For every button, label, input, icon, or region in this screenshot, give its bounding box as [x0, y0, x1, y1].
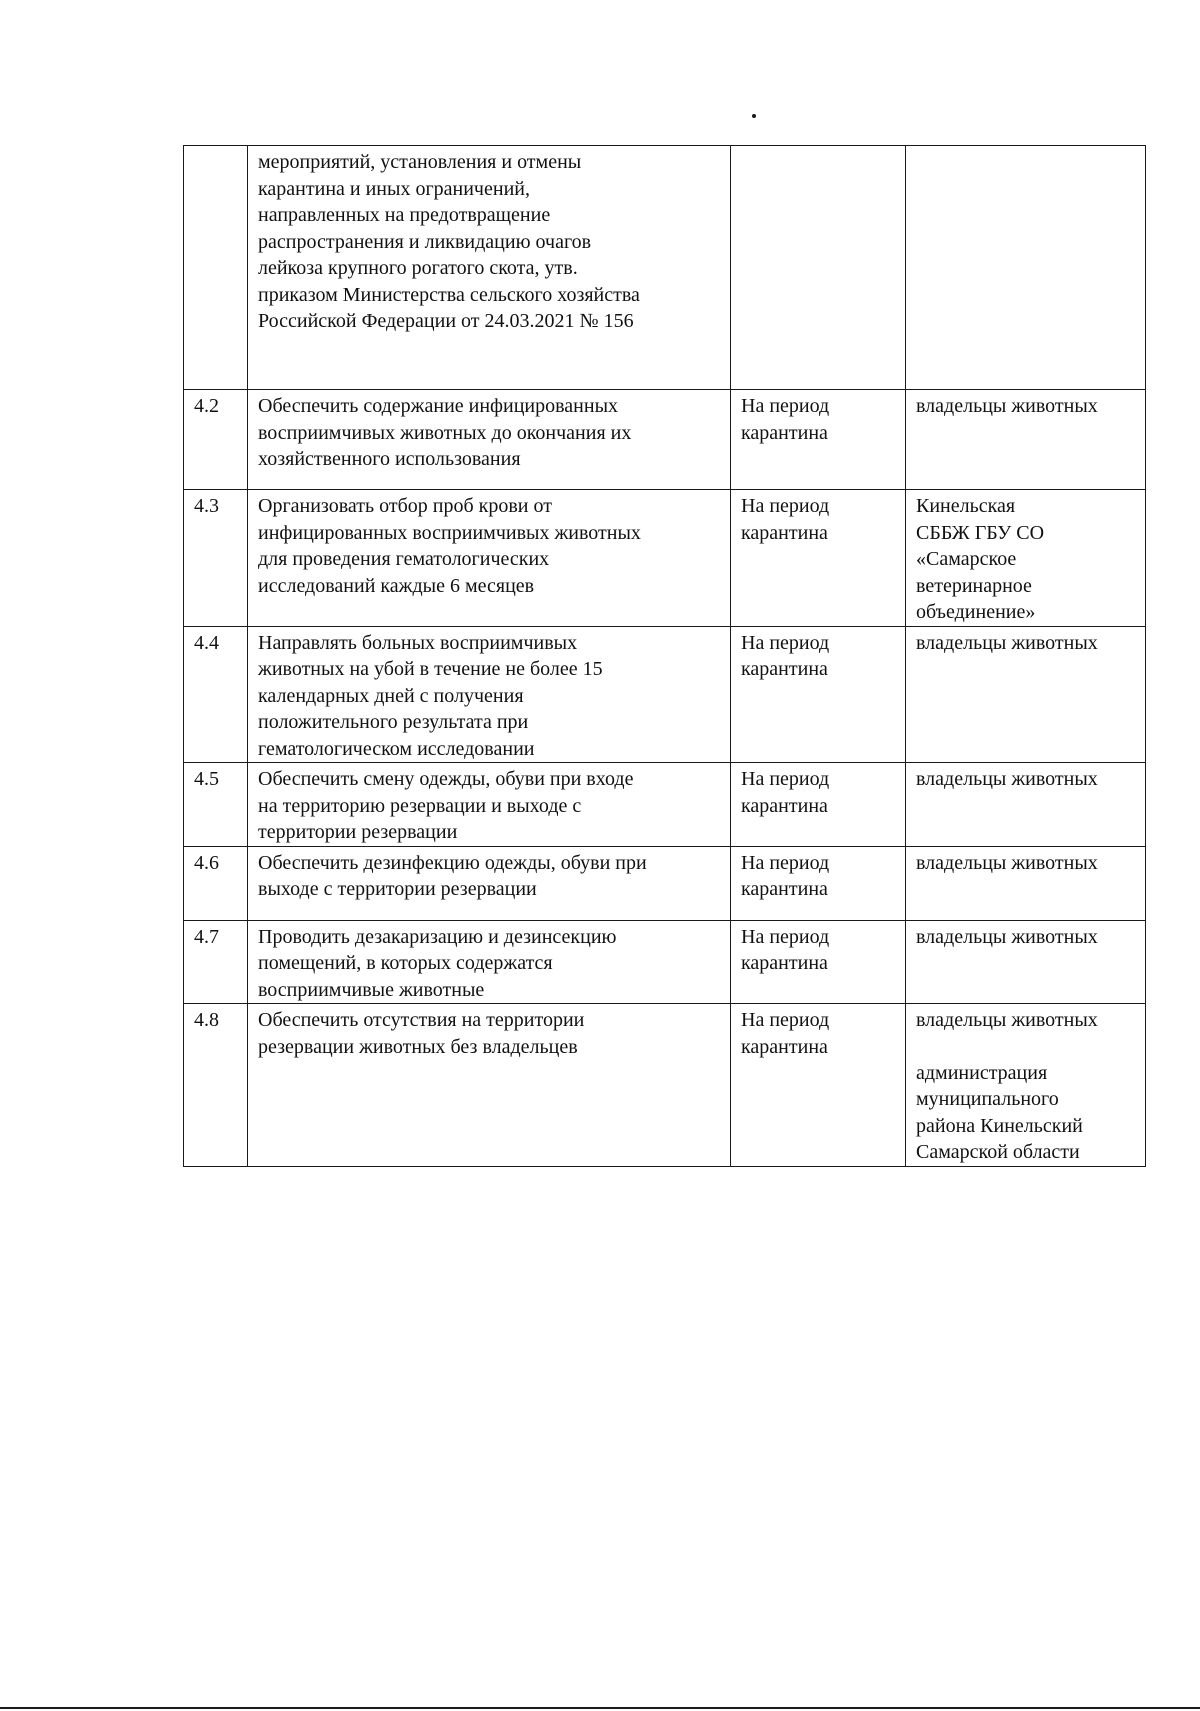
measure-text-line: исследований каждые 6 месяцев	[258, 574, 535, 597]
measure-text-line: Обеспечить содержание инфицированных	[258, 395, 619, 417]
row-number: 4.7	[194, 925, 219, 948]
measure-text-line: Российской Федерации от 24.03.2021 № 156	[258, 310, 634, 332]
measure-text-line: Обеспечить отсутствия на территории	[258, 1009, 585, 1031]
measure-text-line: территории резервации	[258, 821, 458, 843]
row-number: 4.2	[194, 395, 219, 417]
measure-text-line: распространения и ликвидацию очагов	[258, 230, 592, 253]
responsible-cell	[906, 763, 1146, 847]
responsible-text-line: СББЖ ГБУ СО	[916, 521, 1045, 544]
measure-text-line: календарных дней с получения	[258, 684, 524, 707]
term-text-line: карантина	[741, 658, 828, 680]
measure-text-cell	[248, 846, 731, 920]
measure-text-cell	[248, 1004, 731, 1167]
term-text-line: На период	[741, 395, 830, 417]
term-text-line: карантина	[741, 1035, 828, 1058]
table-row	[184, 390, 1146, 490]
responsible-cell	[906, 626, 1146, 763]
responsible-text-line: ветеринарное	[916, 574, 1032, 597]
term-text-line: карантина	[741, 952, 828, 974]
table-row	[184, 920, 1146, 1004]
responsible-text-line: владельцы животных	[916, 925, 1098, 948]
term-text-line: На период	[741, 631, 830, 654]
term-text-line: карантина	[741, 878, 828, 900]
term-text-line: карантина	[741, 521, 828, 544]
measures-table	[183, 145, 1146, 1167]
term-text-line: На период	[741, 851, 830, 874]
measure-text-line: помещений, в которых содержатся	[258, 952, 553, 974]
term-cell	[731, 763, 906, 847]
term-text-line: карантина	[741, 794, 828, 817]
measure-text-line: инфицированных восприимчивых животных	[258, 521, 641, 544]
responsible-text-line: владельцы животных	[916, 1009, 1098, 1031]
row-number: 4.4	[194, 631, 219, 654]
table-row	[184, 626, 1146, 763]
measure-text-line: приказом Министерства сельского хозяйства	[258, 283, 640, 306]
measure-text-line: на территорию резервации и выходе с	[258, 794, 582, 817]
measure-text-cell	[248, 490, 731, 627]
term-cell	[731, 390, 906, 490]
row-number-cell	[184, 626, 248, 763]
responsible-text-line: владельцы животных	[916, 768, 1098, 790]
term-cell	[731, 146, 906, 390]
measure-text-line: Направлять больных восприимчивых	[258, 631, 578, 654]
responsible-text-line: объединение»	[916, 601, 1036, 623]
measure-text-line: Проводить дезакаризацию и дезинсекцию	[258, 925, 617, 948]
responsible-text-line: Самарской области	[916, 1141, 1080, 1163]
term-text-line: карантина	[741, 421, 828, 444]
responsible-text-line: муниципального	[916, 1088, 1059, 1110]
measure-text-line: положительного результата при	[258, 711, 529, 733]
measure-text-line: для проведения гематологических	[258, 548, 550, 570]
responsible-text-line	[916, 1034, 1135, 1060]
table-row	[184, 490, 1146, 627]
measure-text-cell	[248, 626, 731, 763]
responsible-text-line: администрация	[916, 1061, 1048, 1084]
responsible-cell	[906, 490, 1146, 627]
scan-dot	[752, 114, 756, 118]
term-text-line: На период	[741, 1009, 830, 1031]
measure-text-cell	[248, 763, 731, 847]
responsible-text-line: района Кинельский	[916, 1114, 1083, 1137]
table-row	[184, 146, 1146, 390]
responsible-text-line: владельцы животных	[916, 851, 1098, 874]
responsible-text-line: владельцы животных	[916, 631, 1098, 654]
term-text-line: На период	[741, 495, 830, 517]
measure-text-line: мероприятий, установления и отмены	[258, 151, 582, 173]
term-cell	[731, 490, 906, 627]
row-number-cell	[184, 490, 248, 627]
row-number: 4.8	[194, 1009, 219, 1031]
measure-text-line: направленных на предотвращение	[258, 204, 551, 226]
row-number-cell	[184, 390, 248, 490]
responsible-cell	[906, 920, 1146, 1004]
measure-text-cell	[248, 146, 731, 390]
responsible-cell	[906, 390, 1146, 490]
term-cell	[731, 626, 906, 763]
measure-text-cell	[248, 920, 731, 1004]
row-number: 4.6	[194, 851, 219, 874]
table-row	[184, 1004, 1146, 1167]
scan-bottom-edge	[0, 1707, 1200, 1709]
measure-text-line: восприимчивых животных до окончания их	[258, 421, 632, 444]
row-number-cell	[184, 146, 248, 390]
responsible-text-line: владельцы животных	[916, 395, 1098, 417]
table-row	[184, 846, 1146, 920]
measure-text-line: Обеспечить дезинфекцию одежды, обуви при	[258, 851, 647, 874]
responsible-text-line: «Самарское	[916, 548, 1017, 570]
measure-text-cell	[248, 390, 731, 490]
measure-text-line: лейкоза крупного рогатого скота, утв.	[258, 257, 578, 279]
term-text-line: На период	[741, 925, 830, 948]
measure-text-line: восприимчивые животные	[258, 978, 485, 1001]
measure-text-line: гематологическом исследовании	[258, 737, 535, 760]
row-number: 4.5	[194, 768, 219, 790]
row-number-cell	[184, 763, 248, 847]
responsible-cell	[906, 1004, 1146, 1167]
row-number-cell	[184, 846, 248, 920]
responsible-text-line: Кинельская	[916, 495, 1016, 517]
term-cell	[731, 846, 906, 920]
measure-text-line: хозяйственного использования	[258, 448, 521, 470]
measure-text-line: выходе с территории резервации	[258, 878, 537, 900]
measure-text-line: резервации животных без владельцев	[258, 1035, 578, 1058]
term-cell	[731, 1004, 906, 1167]
measure-text-line: животных на убой в течение не более 15	[258, 658, 603, 680]
responsible-cell	[906, 146, 1146, 390]
measure-text-line: Обеспечить смену одежды, обуви при входе	[258, 768, 634, 790]
table-row	[184, 763, 1146, 847]
term-cell	[731, 920, 906, 1004]
term-text-line: На период	[741, 768, 830, 790]
measure-text-line: Организовать отбор проб крови от	[258, 495, 552, 517]
row-number-cell	[184, 1004, 248, 1167]
row-number-cell	[184, 920, 248, 1004]
responsible-cell	[906, 846, 1146, 920]
measure-text-line: карантина и иных ограничений,	[258, 177, 530, 200]
row-number: 4.3	[194, 495, 219, 517]
